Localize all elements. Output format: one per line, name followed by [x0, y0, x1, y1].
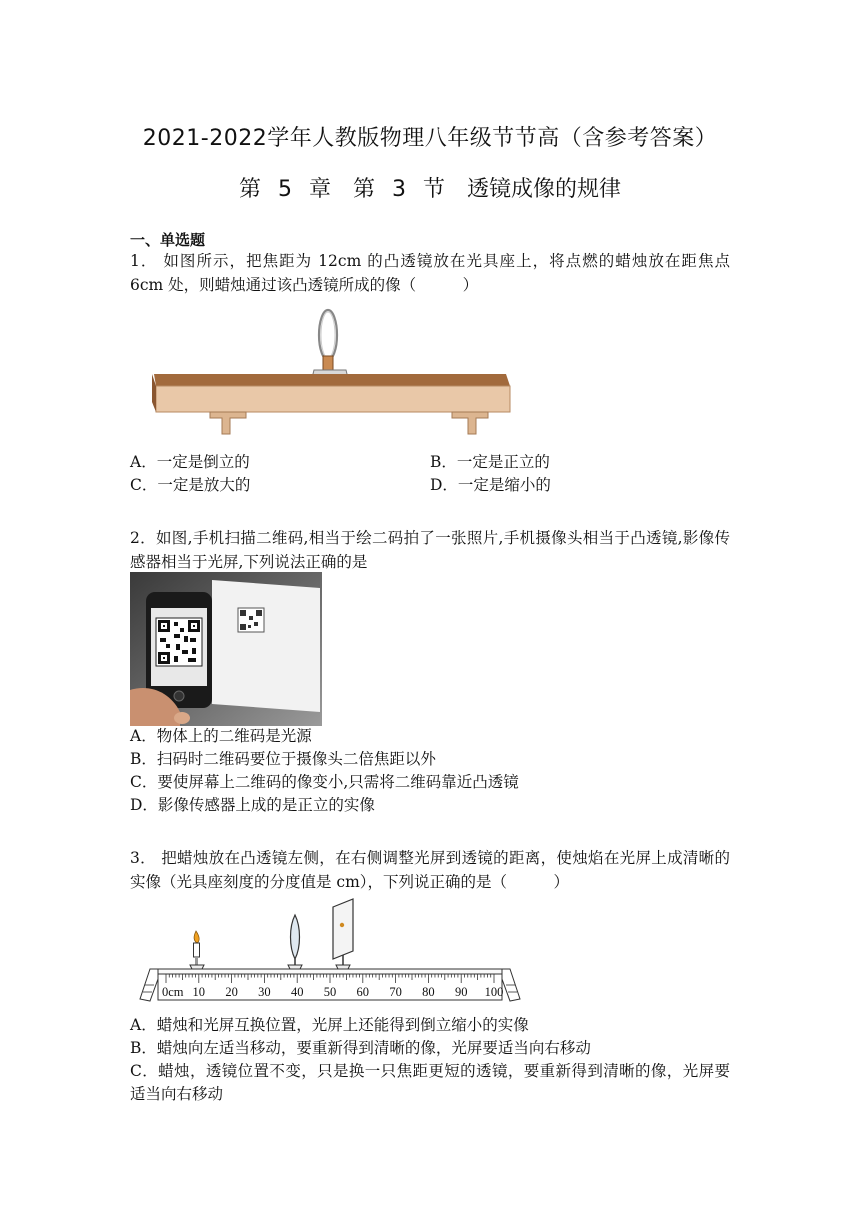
optical-bench-ruler-figure [136, 895, 522, 1007]
q2-option-d[interactable]: D．影像传感器上成的是正立的实像 [130, 796, 375, 814]
ruler-label: 40 [290, 985, 304, 999]
ruler-label: 100 [484, 985, 504, 999]
ruler-label: 0cm [162, 985, 184, 999]
screen-icon [333, 899, 353, 969]
q1-option-d[interactable]: D．一定是缩小的 [430, 476, 551, 494]
worksheet-title: 2021-2022学年人教版物理八年级节节高（含参考答案） [142, 126, 718, 151]
candle-icon [190, 931, 204, 969]
ruler-label: 30 [258, 985, 271, 999]
q1-option-a[interactable]: A．一定是倒立的 [130, 453, 250, 471]
question-2-text: 2．如图,手机扫描二维码,相当于绘二码拍了一张照片,手机摄像头相当于凸透镜,影像传感器相当于光屏,下列说法正确的是 [130, 529, 730, 571]
q3-option-c[interactable]: C．蜡烛，透镜位置不变，只是换一只焦距更短的透镜，要重新得到清晰的像，光屏要适当向右移动 [130, 1062, 730, 1103]
optical-bench-figure [150, 308, 515, 438]
ruler-label: 60 [356, 985, 370, 999]
q1-option-b[interactable]: B．一定是正立的 [430, 453, 550, 471]
q2-option-b[interactable]: B．扫码时二维码要位于摄像头二倍焦距以外 [130, 750, 436, 768]
chapter-subtitle: 第 5 章 第 3 节 透镜成像的规律 [239, 177, 621, 202]
ruler-label: 10 [192, 985, 206, 999]
ruler-label: 90 [454, 985, 468, 999]
section-heading: 一、单选题 [130, 231, 206, 249]
phone-scan-photo [130, 572, 322, 726]
ruler-label: 70 [389, 985, 402, 999]
question-3-text: 3． 把蜡烛放在凸透镜左侧，在右侧调整光屏到透镜的距离，使烛焰在光屏上成清晰的实像（光具座刻度的分度值是 cm），下列说正确的是（ ） [130, 849, 730, 891]
ruler-label: 20 [225, 985, 238, 999]
q3-option-b[interactable]: B．蜡烛向左适当移动，要重新得到清晰的像，光屏要适当向右移动 [130, 1039, 591, 1057]
lens-icon [288, 915, 302, 969]
q1-option-c[interactable]: C．一定是放大的 [130, 476, 251, 494]
question-1-text: 1． 如图所示，把焦距为 12cm 的凸透镜放在光具座上，将点燃的蜡烛放在距焦点 6cm 处，则蜡烛通过该凸透镜所成的像（ ） [130, 252, 730, 294]
ruler-label: 80 [422, 985, 435, 999]
ruler-label: 50 [323, 985, 337, 999]
q3-option-a[interactable]: A．蜡烛和光屏互换位置，光屏上还能得到倒立缩小的实像 [130, 1016, 529, 1034]
q2-option-c[interactable]: C．要使屏幕上二维码的像变小,只需将二维码靠近凸透镜 [130, 773, 519, 791]
q2-option-a[interactable]: A．物体上的二维码是光源 [130, 727, 312, 745]
